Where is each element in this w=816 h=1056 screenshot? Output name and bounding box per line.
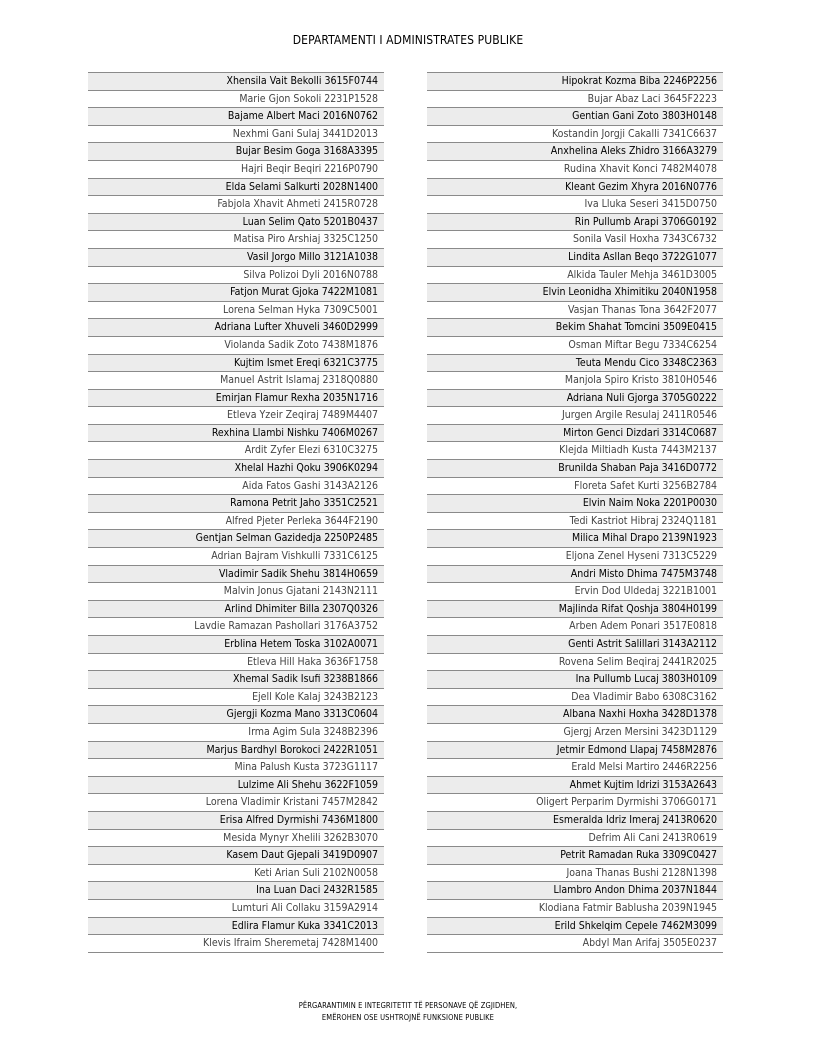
list-item: Bajame Albert Maci 2016N0762 — [88, 108, 384, 126]
list-item: Majlinda Rifat Qoshja 3804H0199 — [427, 601, 723, 619]
list-item: Alfred Pjeter Perleka 3644F2190 — [88, 513, 384, 531]
list-item: Andri Misto Dhima 7475M3748 — [427, 566, 723, 584]
list-item: Klevis Ifraim Sheremetaj 7428M1400 — [88, 935, 384, 953]
list-item: Xhemal Sadik Isufi 3238B1866 — [88, 671, 384, 689]
list-item: Etleva Yzeir Zeqiraj 7489M4407 — [88, 407, 384, 425]
list-item: Manuel Astrit Islamaj 2318Q0880 — [88, 372, 384, 390]
list-item: Brunilda Shaban Paja 3416D0772 — [427, 460, 723, 478]
list-item: Bekim Shahat Tomcini 3509E0415 — [427, 319, 723, 337]
list-item: Etleva Hill Haka 3636F1758 — [88, 654, 384, 672]
list-item: Oligert Perparim Dyrmishi 3706G0171 — [427, 794, 723, 812]
list-item: Eljona Zenel Hyseni 7313C5229 — [427, 548, 723, 566]
list-item: Jetmir Edmond Llapaj 7458M2876 — [427, 742, 723, 760]
list-item: Ina Pullumb Lucaj 3803H0109 — [427, 671, 723, 689]
list-item: Vladimir Sadik Shehu 3814H0659 — [88, 566, 384, 584]
list-item: Luan Selim Qato 5201B0437 — [88, 214, 384, 232]
list-item: Gjergj Arzen Mersini 3423D1129 — [427, 724, 723, 742]
list-item: Aida Fatos Gashi 3143A2126 — [88, 478, 384, 496]
list-item: Rovena Selim Beqiraj 2441R2025 — [427, 654, 723, 672]
list-item: Bujar Abaz Laci 3645F2223 — [427, 91, 723, 109]
list-item: Malvin Jonus Gjatani 2143N2111 — [88, 583, 384, 601]
right-name-list — [427, 72, 723, 953]
footer-line-1: PËRGARANTIMIN E INTEGRITETIT TË PERSONAVE QË ZGJIDHEN, — [298, 1001, 518, 1010]
list-item: Arben Adem Ponari 3517E0818 — [427, 618, 723, 636]
list-item: Nexhmi Gani Sulaj 3441D2013 — [88, 126, 384, 144]
list-item: Violanda Sadik Zoto 7438M1876 — [88, 337, 384, 355]
list-item: Esmeralda Idriz Imeraj 2413R0620 — [427, 812, 723, 830]
list-item: Manjola Spiro Kristo 3810H0546 — [427, 372, 723, 390]
left-name-list — [88, 72, 384, 953]
list-item: Erisa Alfred Dyrmishi 7436M1800 — [88, 812, 384, 830]
list-item: Alkida Tauler Mehja 3461D3005 — [427, 267, 723, 285]
list-item: Lorena Vladimir Kristani 7457M2842 — [88, 794, 384, 812]
list-item: Rin Pullumb Arapi 3706G0192 — [427, 214, 723, 232]
list-item: Osman Miftar Begu 7334C6254 — [427, 337, 723, 355]
list-item: Jurgen Argile Resulaj 2411R0546 — [427, 407, 723, 425]
list-item: Lulzime Ali Shehu 3622F1059 — [88, 777, 384, 795]
list-item: Kostandin Jorgji Cakalli 7341C6637 — [427, 126, 723, 144]
list-item: Irma Agim Sula 3248B2396 — [88, 724, 384, 742]
list-item: Ramona Petrit Jaho 3351C2521 — [88, 495, 384, 513]
list-item: Ervin Dod Uldedaj 3221B1001 — [427, 583, 723, 601]
list-item: Lumturi Ali Collaku 3159A2914 — [88, 900, 384, 918]
list-item: Floreta Safet Kurti 3256B2784 — [427, 478, 723, 496]
list-item: Erild Shkelqim Cepele 7462M3099 — [427, 918, 723, 936]
list-item: Hajri Beqir Beqiri 2216P0790 — [88, 161, 384, 179]
list-item: Hipokrat Kozma Biba 2246P2256 — [427, 73, 723, 91]
list-item: Edlira Flamur Kuka 3341C2013 — [88, 918, 384, 936]
list-item: Marie Gjon Sokoli 2231P1528 — [88, 91, 384, 109]
list-item: Gentjan Selman Gazidedja 2250P2485 — [88, 530, 384, 548]
list-item: Vasil Jorgo Millo 3121A1038 — [88, 249, 384, 267]
page-footer — [0, 1000, 816, 1024]
footer-line-2: EMËROHEN OSE USHTROJNË FUNKSIONE PUBLIKE — [321, 1013, 495, 1022]
list-item: Lavdie Ramazan Pashollari 3176A3752 — [88, 618, 384, 636]
list-item: Lindita Asllan Beqo 3722G1077 — [427, 249, 723, 267]
list-item: Elvin Leonidha Xhimitiku 2040N1958 — [427, 284, 723, 302]
list-item: Keti Arian Suli 2102N0058 — [88, 865, 384, 883]
list-item: Klejda Miltiadh Kusta 7443M2137 — [427, 442, 723, 460]
list-item: Adriana Nuli Gjorga 3705G0222 — [427, 390, 723, 408]
list-item: Milica Mihal Drapo 2139N1923 — [427, 530, 723, 548]
list-item: Xhelal Hazhi Qoku 3906K0294 — [88, 460, 384, 478]
list-item: Xhensila Vait Bekolli 3615F0744 — [88, 73, 384, 91]
list-item: Marjus Bardhyl Borokoci 2422R1051 — [88, 742, 384, 760]
list-item: Klodiana Fatmir Bablusha 2039N1945 — [427, 900, 723, 918]
list-item: Elda Selami Salkurti 2028N1400 — [88, 179, 384, 197]
list-item: Albana Naxhi Hoxha 3428D1378 — [427, 706, 723, 724]
list-item: Gjergji Kozma Mano 3313C0604 — [88, 706, 384, 724]
list-item: Rudina Xhavit Konci 7482M4078 — [427, 161, 723, 179]
list-item: Petrit Ramadan Ruka 3309C0427 — [427, 847, 723, 865]
list-item: Fabjola Xhavit Ahmeti 2415R0728 — [88, 196, 384, 214]
list-item: Kujtim Ismet Ereqi 6321C3775 — [88, 355, 384, 373]
list-item: Kleant Gezim Xhyra 2016N0776 — [427, 179, 723, 197]
list-item: Teuta Mendu Cico 3348C2363 — [427, 355, 723, 373]
list-item: Iva Lluka Seseri 3415D0750 — [427, 196, 723, 214]
list-item: Adriana Lufter Xhuveli 3460D2999 — [88, 319, 384, 337]
list-item: Ardit Zyfer Elezi 6310C3275 — [88, 442, 384, 460]
list-item: Elvin Naim Noka 2201P0030 — [427, 495, 723, 513]
list-item: Emirjan Flamur Rexha 2035N1716 — [88, 390, 384, 408]
list-item: Sonila Vasil Hoxha 7343C6732 — [427, 231, 723, 249]
list-item: Llambro Andon Dhima 2037N1844 — [427, 882, 723, 900]
list-item: Bujar Besim Goga 3168A3395 — [88, 143, 384, 161]
list-item: Genti Astrit Salillari 3143A2112 — [427, 636, 723, 654]
list-item: Silva Polizoi Dyli 2016N0788 — [88, 267, 384, 285]
list-item: Ina Luan Daci 2432R1585 — [88, 882, 384, 900]
page-title: DEPARTAMENTI I ADMINISTRATES PUBLIKE — [292, 33, 524, 47]
list-item: Mirton Genci Dizdari 3314C0687 — [427, 425, 723, 443]
list-item: Defrim Ali Cani 2413R0619 — [427, 830, 723, 848]
list-item: Vasjan Thanas Tona 3642F2077 — [427, 302, 723, 320]
list-item: Rexhina Llambi Nishku 7406M0267 — [88, 425, 384, 443]
list-item: Erblina Hetem Toska 3102A0071 — [88, 636, 384, 654]
list-item: Adrian Bajram Vishkulli 7331C6125 — [88, 548, 384, 566]
list-item: Ahmet Kujtim Idrizi 3153A2643 — [427, 777, 723, 795]
list-item: Mina Palush Kusta 3723G1117 — [88, 759, 384, 777]
list-item: Mesida Mynyr Xhelili 3262B3070 — [88, 830, 384, 848]
list-item: Erald Melsi Martiro 2446R2256 — [427, 759, 723, 777]
list-item: Fatjon Murat Gjoka 7422M1081 — [88, 284, 384, 302]
list-item: Anxhelina Aleks Zhidro 3166A3279 — [427, 143, 723, 161]
list-item: Gentian Gani Zoto 3803H0148 — [427, 108, 723, 126]
list-item: Ejell Kole Kalaj 3243B2123 — [88, 689, 384, 707]
list-item: Matisa Piro Arshiaj 3325C1250 — [88, 231, 384, 249]
list-item: Arlind Dhimiter Billa 2307Q0326 — [88, 601, 384, 619]
list-item: Joana Thanas Bushi 2128N1398 — [427, 865, 723, 883]
list-item: Abdyl Man Arifaj 3505E0237 — [427, 935, 723, 953]
list-item: Tedi Kastriot Hibraj 2324Q1181 — [427, 513, 723, 531]
list-item: Lorena Selman Hyka 7309C5001 — [88, 302, 384, 320]
list-item: Kasem Daut Gjepali 3419D0907 — [88, 847, 384, 865]
list-item: Dea Vladimir Babo 6308C3162 — [427, 689, 723, 707]
